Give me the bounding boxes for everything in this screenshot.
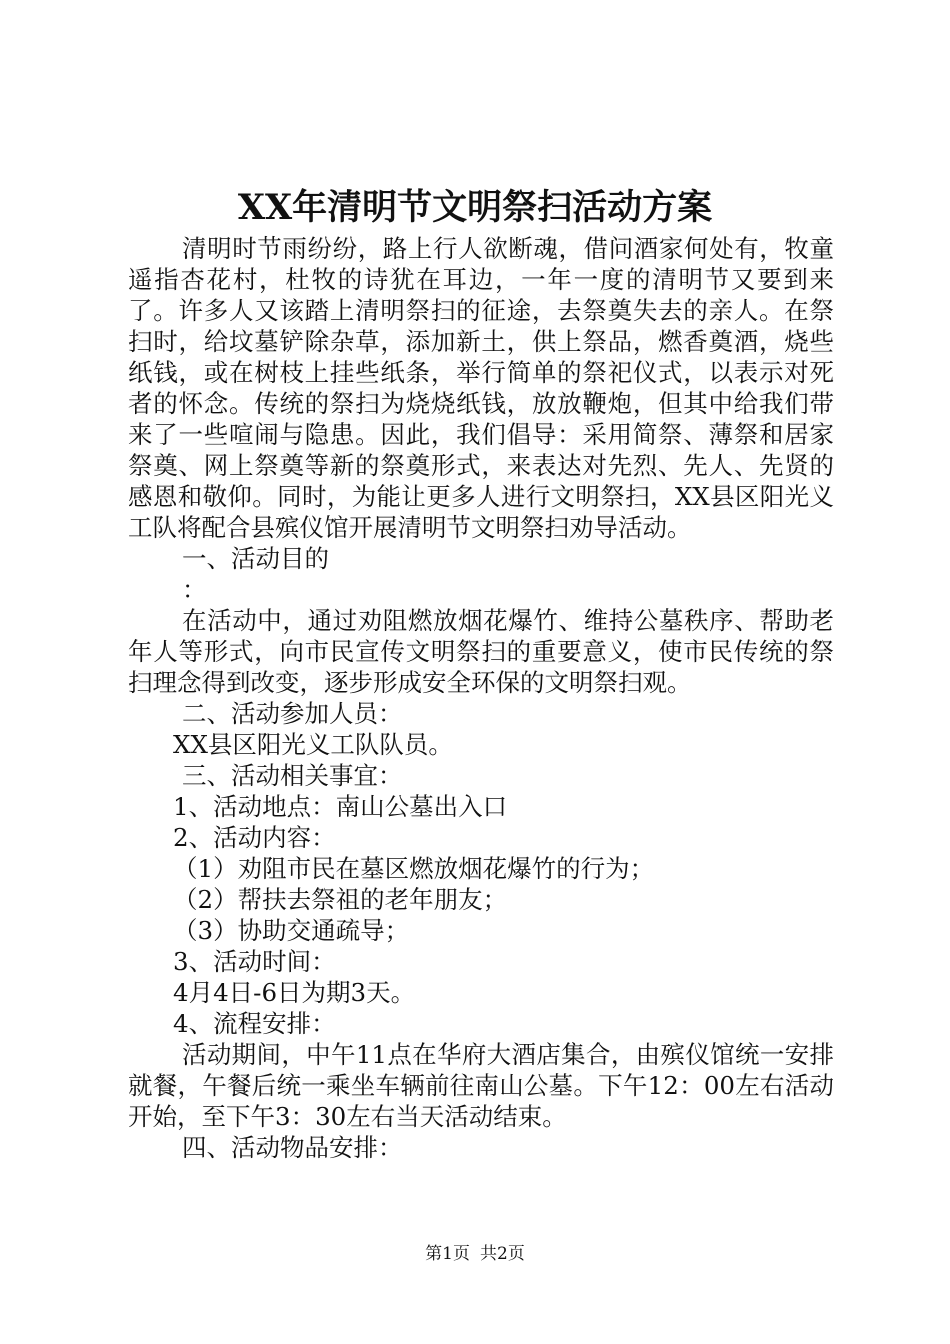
section1-heading: 一、活动目的 <box>182 544 329 573</box>
item-2-sub-3: （3）协助交通疏导； <box>173 916 410 945</box>
section1-body: 在活动中，通过劝阻燃放烟花爆竹、维持公墓秩序、帮助老年人等形式，向市民宣传文明祭扫的重要意义，使市民传统的祭扫理念得到改变，逐步形成安全环保的文明祭扫观。 <box>128 606 834 697</box>
item-2: 2、活动内容： <box>173 823 336 852</box>
item-1: 1、活动地点：南山公墓出入口 <box>173 792 508 821</box>
item-3: 3、活动时间： <box>173 947 336 976</box>
document-body <box>128 233 834 1163</box>
item-4: 4、流程安排： <box>173 1009 336 1038</box>
item-4-body: 活动期间，中午11点在华府大酒店集合，由殡仪馆统一安排就餐，午餐后统一乘坐车辆前往南山公墓。下午12：00左右活动开始，至下午3：30左右当天活动结束。 <box>128 1040 834 1131</box>
section2-body: XX县区阳光义工队队员。 <box>173 730 453 759</box>
page-number-current: 第1页 <box>425 1244 470 1264</box>
page-number-total: 共2页 <box>480 1244 525 1264</box>
document-title: XX年清明节文明祭扫活动方案 <box>237 187 713 228</box>
intro-paragraph: 清明时节雨纷纷，路上行人欲断魂，借问酒家何处有，牧童遥指杏花村，杜牧的诗犹在耳边，一年一度的清明节又要到来了。许多人又该踏上清明祭扫的征途，去祭奠失去的亲人。在祭扫时，给坟墓铲除杂草，添加新土，供上祭品，燃香奠酒，烧些纸钱，或在树枝上挂些纸条，举行简单的祭祀仪式，以表示对死者的怀念。传统的祭扫为烧烧纸钱，放放鞭炮，但其中给我们带来了一些喧闹与隐患。因此，我们倡导：采用简祭、薄祭和居家祭奠、网上祭奠等新的祭奠形式，来表达对先烈、先人、先贤的感恩和敬仰。同时，为能让更多人进行文明祭扫，XX县区阳光义工队将配合县殡仪馆开展清明节文明祭扫劝导活动。 <box>128 234 834 542</box>
section3-heading: 三、活动相关事宜： <box>182 761 403 790</box>
item-2-sub-1: （1）劝阻市民在墓区燃放烟花爆竹的行为； <box>173 854 655 883</box>
section1-colon: ： <box>182 575 207 604</box>
section4-heading: 四、活动物品安排： <box>182 1133 403 1162</box>
page-footer <box>0 1242 950 1266</box>
item-2-sub-2: （2）帮扶去祭祖的老年朋友； <box>173 885 508 914</box>
section2-heading: 二、活动参加人员： <box>182 699 403 728</box>
item-3-body: 4月4日-6日为期3天。 <box>173 978 416 1007</box>
